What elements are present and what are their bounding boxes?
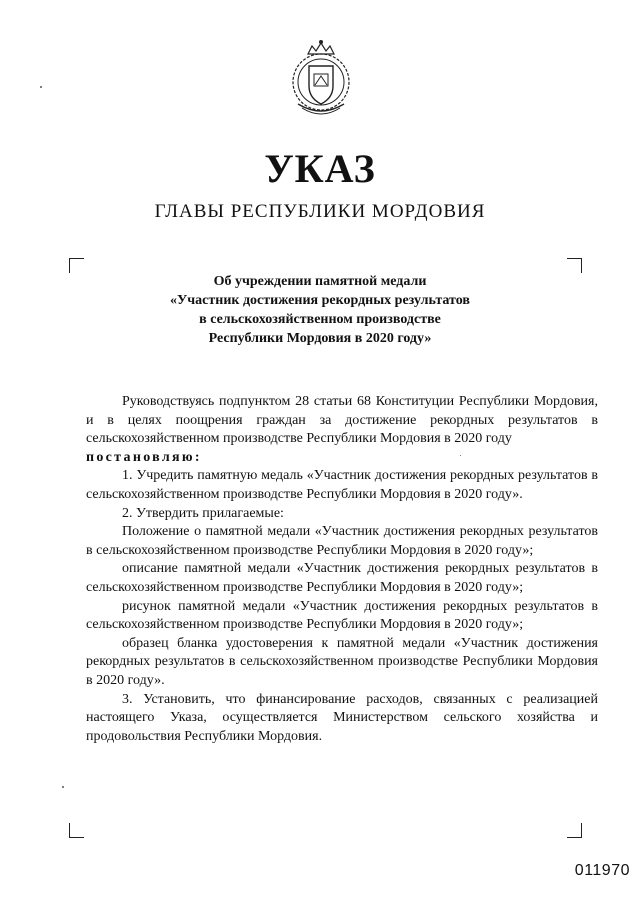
decree-word-paragraph [86, 449, 598, 468]
preamble-paragraph: Руководствуясь подпунктом 28 статьи 68 Конституции Республики Мордовия, и в целях поощрения граждан за достижение рекордных результатов в сельскохозяйственном производстве Республики Мордовия в 2020 году [86, 394, 598, 447]
item-1-paragraph: 1. Учредить памятную медаль «Участник достижения рекордных результатов в сельскохозяйственном производстве Республики Мордовия в 2020 году». [86, 468, 598, 502]
document-type-heading: УКАЗ [264, 146, 376, 191]
title-line-1: Об учреждении памятной медали [213, 274, 427, 289]
corner-mark-bottom-right [567, 823, 582, 838]
item-2c-paragraph: рисунок памятной медали «Участник достижения рекордных результатов в сельскохозяйственном производстве Республики Мордовия в 2020 году»; [86, 598, 598, 633]
title-line-4: Республики Мордовия в 2020 году» [208, 331, 432, 346]
title-line-3: в сельскохозяйственном производстве [199, 312, 441, 327]
item-2b-paragraph: описание памятной медали «Участник достижения рекордных результатов в сельскохозяйственном производстве Республики Мордовия в 2020 году»; [86, 561, 598, 595]
title-line-2: «Участник достижения рекордных результатов [170, 293, 470, 308]
issuer-heading: ГЛАВЫ РЕСПУБЛИКИ МОРДОВИЯ [154, 201, 486, 222]
corner-mark-top-right [567, 258, 582, 273]
item-2-paragraph: 2. Утвердить прилагаемые: [122, 505, 284, 521]
corner-mark-bottom-left [69, 823, 84, 838]
item-3-paragraph: 3. Установить, что финансирование расходов, связанных с реализацией настоящего Указа, осуществляется Министерством сельского хозяйства и продовольствия Республики Мордовия. [86, 691, 598, 744]
coat-of-arms-icon [288, 38, 354, 120]
decree-title [100, 272, 540, 348]
decree-body [86, 393, 598, 746]
scan-speck [62, 786, 64, 788]
corner-mark-top-left [69, 258, 84, 273]
item-2d-paragraph: образец бланка удостоверения к памятной медали «Участник достижения рекордных результатов в сельскохозяйственном производстве Республики Мордовия в 2020 году». [86, 635, 598, 688]
serial-number: 011970 [574, 862, 630, 879]
item-2a-paragraph: Положение о памятной медали «Участник достижения рекордных результатов в сельскохозяйственном производстве Республики Мордовия в 2020 году»; [86, 524, 598, 558]
decree-word: постановляю: [86, 449, 202, 465]
scan-speck [40, 86, 42, 88]
scan-speck [460, 455, 461, 456]
